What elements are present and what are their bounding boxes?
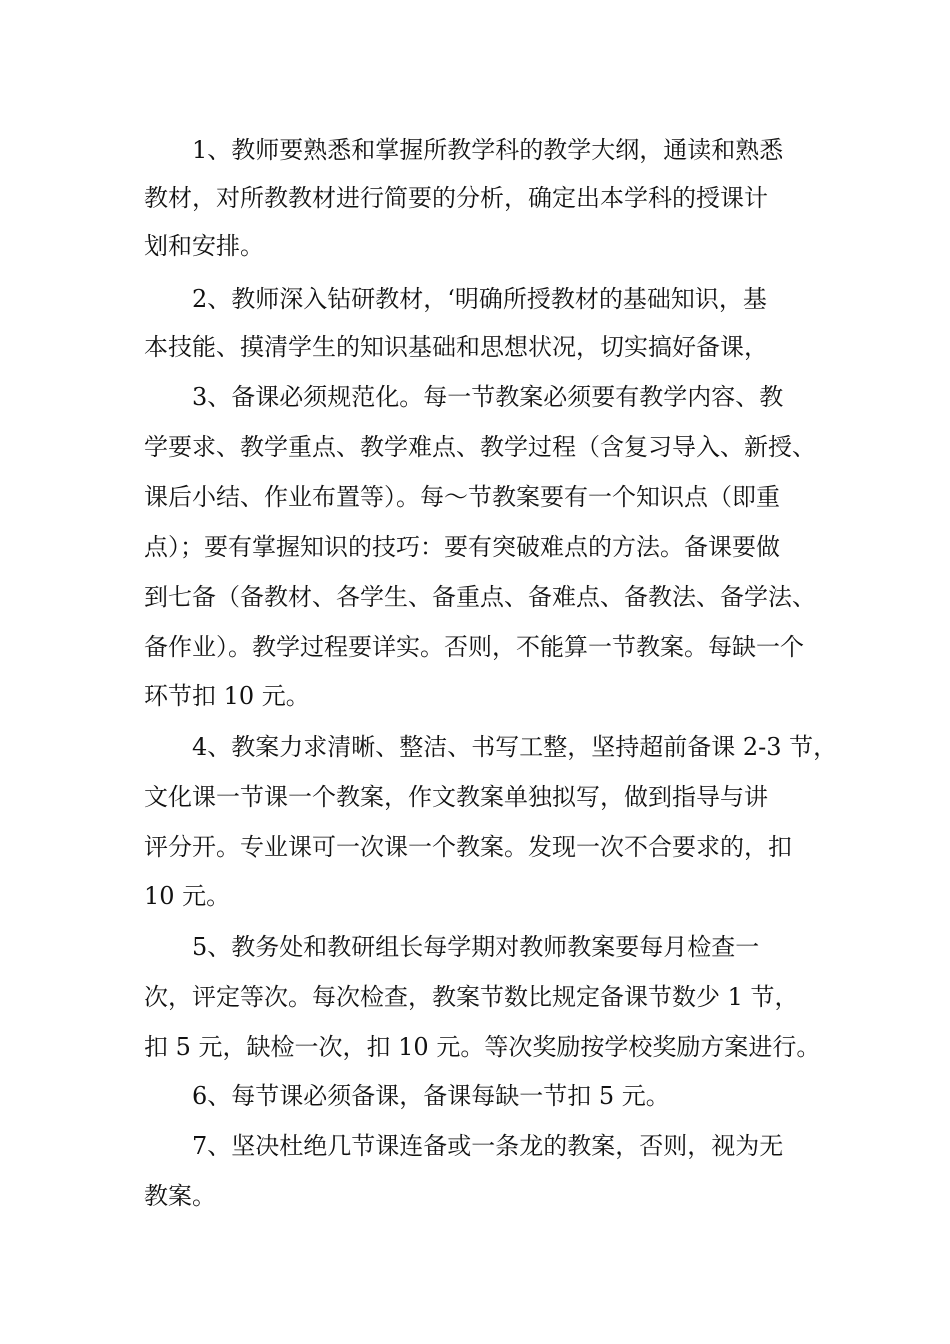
- paragraph-7-line-1: 7、坚决杜绝几节课连备或一条龙的教案，否则，视为无: [192, 1132, 784, 1160]
- paragraph-5-line-3: 扣 5 元，缺检一次，扣 10 元。等次奖励按学校奖励方案进行。: [144, 1033, 821, 1061]
- paragraph-3-line-6: 备作业）。教学过程要详实。否则，不能算一节教案。每缺一个: [144, 633, 804, 661]
- paragraph-7-line-2: 教案。: [144, 1182, 216, 1210]
- paragraph-3-line-5: 到七备（备教材、各学生、备重点、备难点、备教法、备学法、: [144, 583, 816, 611]
- paragraph-3-line-7: 环节扣 10 元。: [144, 682, 310, 710]
- paragraph-4-line-3: 评分开。专业课可一次课一个教案。发现一次不合要求的，扣: [144, 833, 792, 861]
- paragraph-3-line-2: 学要求、教学重点、教学难点、教学过程（含复习导入、新授、: [144, 433, 816, 461]
- paragraph-2-line-1: 2、教师深入钻研教材，‘明确所授教材的基础知识，基: [192, 285, 767, 313]
- paragraph-3-line-3: 课后小结、作业布置等）。每～节教案要有一个知识点（即重: [144, 483, 780, 511]
- paragraph-1-line-2: 教材，对所教教材进行简要的分析，确定出本学科的授课计: [144, 184, 768, 212]
- paragraph-4-line-4: 10 元。: [144, 882, 231, 910]
- paragraph-4-line-2: 文化课一节课一个教案，作文教案单独拟写，做到指导与讲: [144, 783, 768, 811]
- paragraph-2-line-2: 本技能、摸清学生的知识基础和思想状况，切实搞好备课，: [144, 333, 768, 361]
- paragraph-1-line-1: 1、教师要熟悉和掌握所教学科的教学大纲，通读和熟悉: [192, 136, 784, 164]
- paragraph-4-line-1: 4、教案力求清晰、整洁、书写工整，坚持超前备课 2-3 节，: [192, 733, 838, 761]
- paragraph-3-line-4: 点）；要有掌握知识的技巧：要有突破难点的方法。备课要做: [144, 533, 780, 561]
- paragraph-3-line-1: 3、备课必须规范化。每一节教案必须要有教学内容、教: [192, 383, 784, 411]
- paragraph-5-line-1: 5、教务处和教研组长每学期对教师教案要每月检查一: [192, 933, 760, 961]
- paragraph-1-line-3: 划和安排。: [144, 232, 264, 260]
- paragraph-6-line-1: 6、每节课必须备课，备课每缺一节扣 5 元。: [192, 1082, 670, 1110]
- paragraph-5-line-2: 次，评定等次。每次检查，教案节数比规定备课节数少 1 节，: [144, 983, 799, 1011]
